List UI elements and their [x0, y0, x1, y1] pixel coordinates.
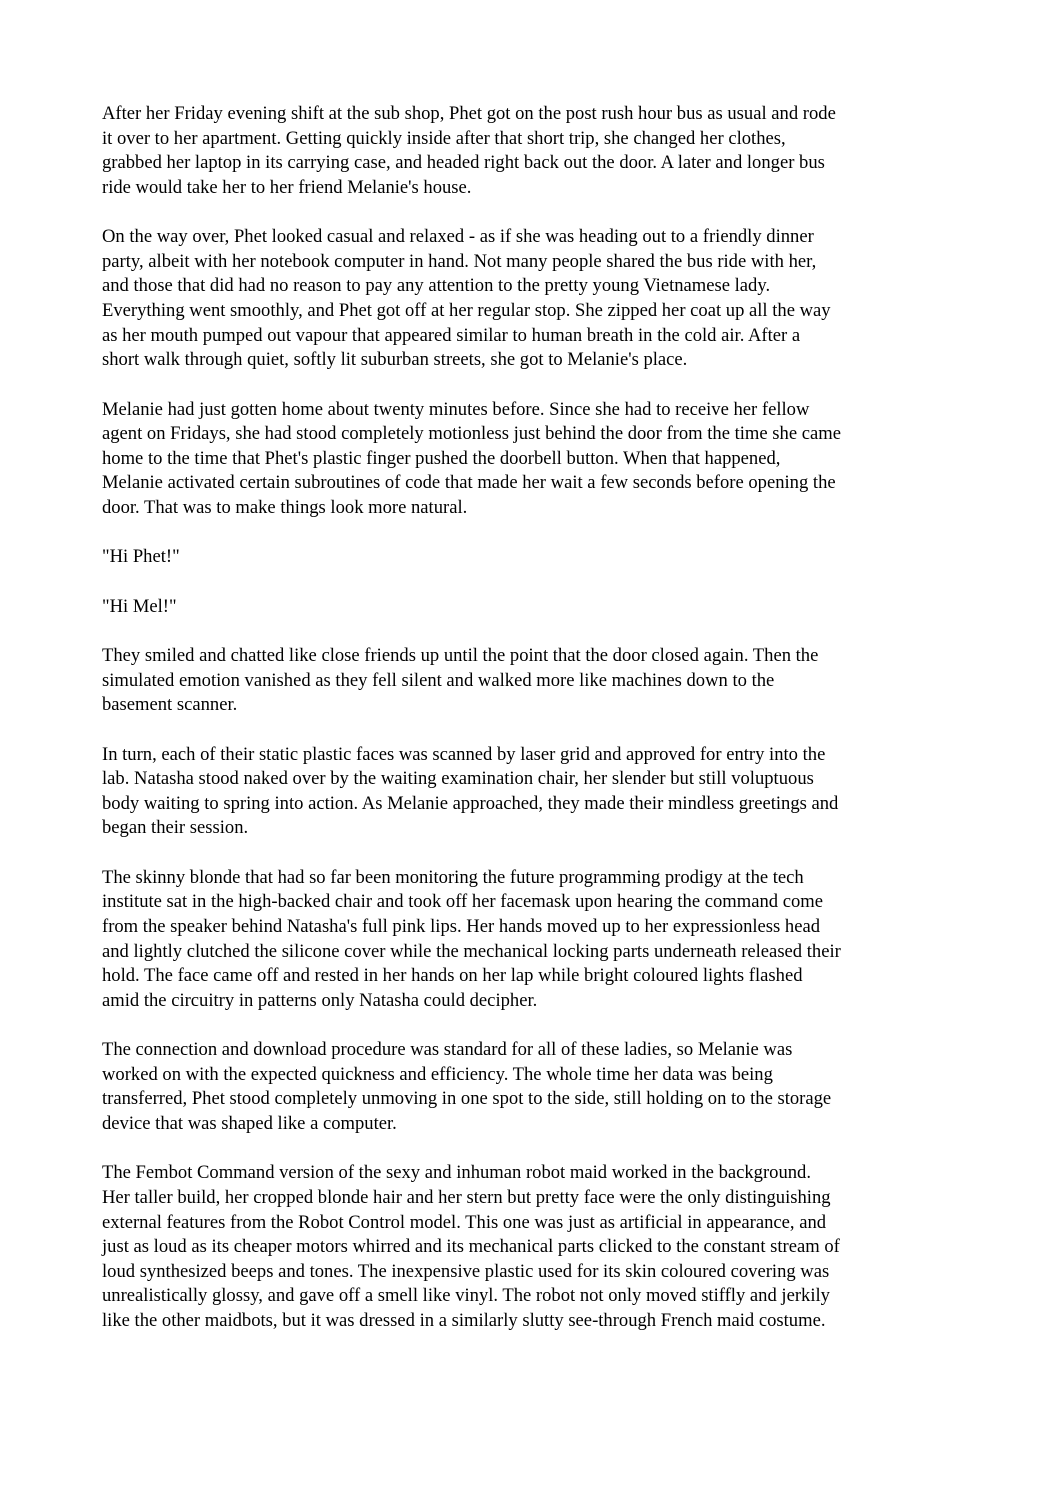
text-line: basement scanner. — [102, 694, 238, 716]
text-line: The Fembot Command version of the sexy and inhuman robot maid worked in the background. — [102, 1162, 812, 1184]
text-line: just as loud as its cheaper motors whirred and its mechanical parts clicked to the constant stream of — [102, 1236, 840, 1258]
text-line: grabbed her laptop in its carrying case, and headed right back out the door. A later and longer bus — [102, 152, 825, 174]
text-line: "Hi Mel!" — [102, 595, 177, 617]
text-line: Melanie had just gotten home about twenty minutes before. Since she had to receive her fellow — [102, 398, 810, 420]
text-line: from the speaker behind Natasha's full pink lips. Her hands moved up to her expressionless head — [102, 916, 821, 938]
text-line: like the other maidbots, but it was dressed in a similarly slutty see-through French maid costume. — [102, 1309, 826, 1331]
paragraph-9 — [102, 1038, 962, 1136]
text-line: ride would take her to her friend Melanie's house. — [102, 176, 472, 198]
text-line: body waiting to spring into action. As Melanie approached, they made their mindless greetings and — [102, 792, 839, 814]
text-line: transferred, Phet stood completely unmoving in one spot to the side, still holding on to the storage — [102, 1088, 832, 1110]
text-line: and those that did had no reason to pay any attention to the pretty young Vietnamese lady. — [102, 275, 771, 297]
text-line: The connection and download procedure was standard for all of these ladies, so Melanie was — [102, 1039, 793, 1061]
paragraph-5 — [102, 595, 962, 620]
text-line: worked on with the expected quickness and efficiency. The whole time her data was being — [102, 1063, 773, 1085]
paragraph-2 — [102, 225, 962, 373]
text-line: it over to her apartment. Getting quickly inside after that short trip, she changed her clothes, — [102, 127, 786, 149]
text-line: Everything went smoothly, and Phet got off at her regular stop. She zipped her coat up all the way — [102, 299, 831, 321]
text-line: In turn, each of their static plastic faces was scanned by laser grid and approved for entry into the — [102, 743, 826, 765]
paragraph-3 — [102, 398, 962, 521]
paragraph-10 — [102, 1161, 962, 1333]
text-line: "Hi Phet!" — [102, 546, 180, 568]
text-line: unrealistically glossy, and gave off a smell like vinyl. The robot not only moved stiffly and jerkily — [102, 1285, 830, 1307]
paragraph-7 — [102, 743, 962, 841]
text-line: The skinny blonde that had so far been monitoring the future programming prodigy at the tech — [102, 866, 804, 888]
text-line: lab. Natasha stood naked over by the waiting examination chair, her slender but still voluptuous — [102, 768, 814, 790]
text-line: They smiled and chatted like close friends up until the point that the door closed again. Then the — [102, 645, 819, 667]
document-page — [102, 102, 962, 1358]
text-line: institute sat in the high-backed chair and took off her facemask upon hearing the command come — [102, 891, 823, 913]
text-line: party, albeit with her notebook computer in hand. Not many people shared the bus ride with her, — [102, 250, 817, 272]
text-line: began their session. — [102, 817, 249, 839]
text-line: device that was shaped like a computer. — [102, 1112, 397, 1134]
text-line: simulated emotion vanished as they fell silent and walked more like machines down to the — [102, 669, 775, 691]
text-line: home to the time that Phet's plastic finger pushed the doorbell button. When that happened, — [102, 447, 781, 469]
text-line: amid the circuitry in patterns only Natasha could decipher. — [102, 989, 538, 1011]
text-line: short walk through quiet, softly lit suburban streets, she got to Melanie's place. — [102, 349, 688, 371]
text-line: external features from the Robot Control model. This one was just as artificial in appearance, and — [102, 1211, 827, 1233]
text-line: hold. The face came off and rested in her hands on her lap while bright coloured lights flashed — [102, 965, 803, 987]
paragraph-8 — [102, 866, 962, 1014]
text-line: as her mouth pumped out vapour that appeared similar to human breath in the cold air. After a — [102, 324, 801, 346]
text-line: and lightly clutched the silicone cover while the mechanical locking parts underneath released their — [102, 940, 841, 962]
text-line: After her Friday evening shift at the sub shop, Phet got on the post rush hour bus as usual and rode — [102, 103, 836, 124]
text-line: agent on Fridays, she had stood completely motionless just behind the door from the time she came — [102, 423, 841, 445]
text-line: Melanie activated certain subroutines of code that made her wait a few seconds before opening the — [102, 472, 836, 494]
text-line: loud synthesized beeps and tones. The inexpensive plastic used for its skin coloured covering was — [102, 1260, 830, 1282]
text-line: On the way over, Phet looked casual and relaxed - as if she was heading out to a friendly dinner — [102, 226, 814, 248]
paragraph-1 — [102, 102, 962, 200]
text-line: door. That was to make things look more natural. — [102, 496, 468, 518]
paragraph-4 — [102, 545, 962, 570]
text-line: Her taller build, her cropped blonde hair and her stern but pretty face were the only distinguishing — [102, 1186, 831, 1208]
paragraph-6 — [102, 644, 962, 718]
